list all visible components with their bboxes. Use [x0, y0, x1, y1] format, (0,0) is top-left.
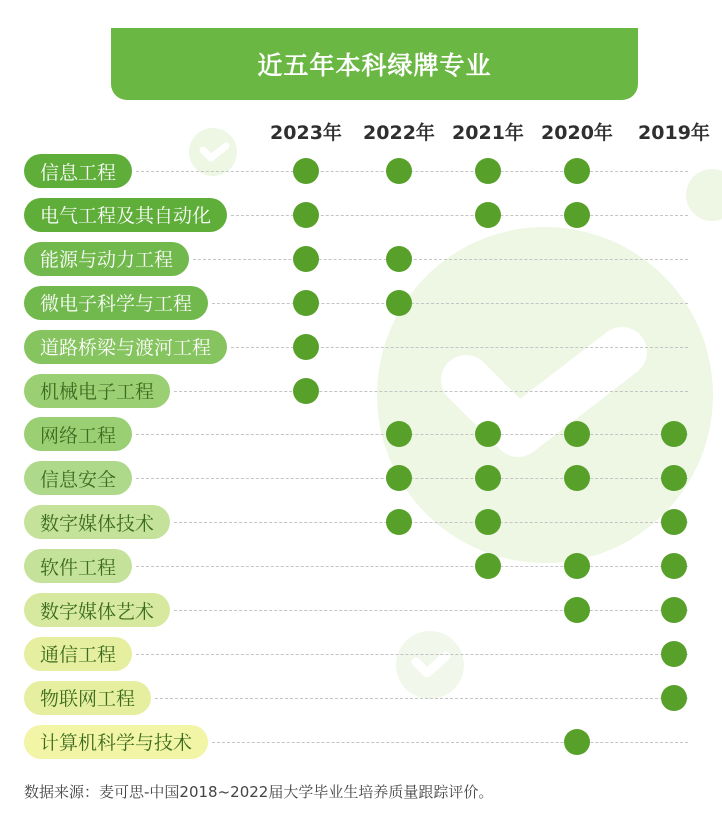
green-card-dot [661, 509, 687, 535]
row-guide-line [174, 610, 688, 611]
row-guide-line [174, 522, 688, 523]
green-card-dot [475, 553, 501, 579]
row-guide-line [155, 698, 688, 699]
green-card-dot [293, 158, 319, 184]
edge-check-circle-icon [686, 169, 722, 221]
major-label: 网络工程 [24, 417, 132, 451]
green-card-dot [293, 246, 319, 272]
major-label: 计算机科学与技术 [24, 725, 208, 759]
year-header: 2020年 [541, 122, 613, 144]
green-card-dot [293, 290, 319, 316]
source-note: 数据来源：麦可思-中国2018~2022届大学毕业生培养质量跟踪评价。 [24, 783, 494, 801]
year-header: 2023年 [270, 122, 342, 144]
green-card-dot [293, 334, 319, 360]
year-header: 2019年 [638, 122, 710, 144]
major-label: 数字媒体技术 [24, 505, 170, 539]
year-header: 2021年 [452, 122, 524, 144]
title-banner [111, 28, 638, 100]
green-card-dot [386, 290, 412, 316]
major-label: 机械电子工程 [24, 374, 170, 408]
green-card-dot [475, 202, 501, 228]
green-card-dot [661, 553, 687, 579]
major-label: 道路桥梁与渡河工程 [24, 330, 227, 364]
major-label: 通信工程 [24, 637, 132, 671]
chart-title: 近五年本科绿牌专业 [257, 51, 492, 80]
green-card-dot [564, 553, 590, 579]
row-guide-line [136, 171, 688, 172]
green-card-dot [564, 202, 590, 228]
major-label: 微电子科学与工程 [24, 286, 208, 320]
green-card-dot [386, 158, 412, 184]
major-label: 物联网工程 [24, 681, 151, 715]
green-card-dot [564, 158, 590, 184]
row-guide-line [136, 478, 688, 479]
row-guide-line [212, 742, 688, 743]
green-card-dot [661, 597, 687, 623]
green-card-dot [564, 729, 590, 755]
major-label: 软件工程 [24, 549, 132, 583]
year-header: 2022年 [363, 122, 435, 144]
major-label: 电气工程及其自动化 [24, 198, 227, 232]
green-card-dot [475, 509, 501, 535]
green-card-dot [293, 378, 319, 404]
green-card-dot [386, 509, 412, 535]
row-guide-line [174, 391, 688, 392]
row-guide-line [136, 434, 688, 435]
green-card-dot [293, 202, 319, 228]
row-guide-line [193, 259, 688, 260]
green-card-dot [386, 246, 412, 272]
row-guide-line [136, 654, 688, 655]
major-label: 信息工程 [24, 154, 132, 188]
green-card-dot [661, 685, 687, 711]
major-label: 信息安全 [24, 461, 132, 495]
green-card-dot [564, 597, 590, 623]
green-card-dot [661, 641, 687, 667]
major-label: 能源与动力工程 [24, 242, 189, 276]
major-label: 数字媒体艺术 [24, 593, 170, 627]
green-card-dot [475, 158, 501, 184]
row-guide-line [212, 303, 688, 304]
row-guide-line [136, 566, 688, 567]
